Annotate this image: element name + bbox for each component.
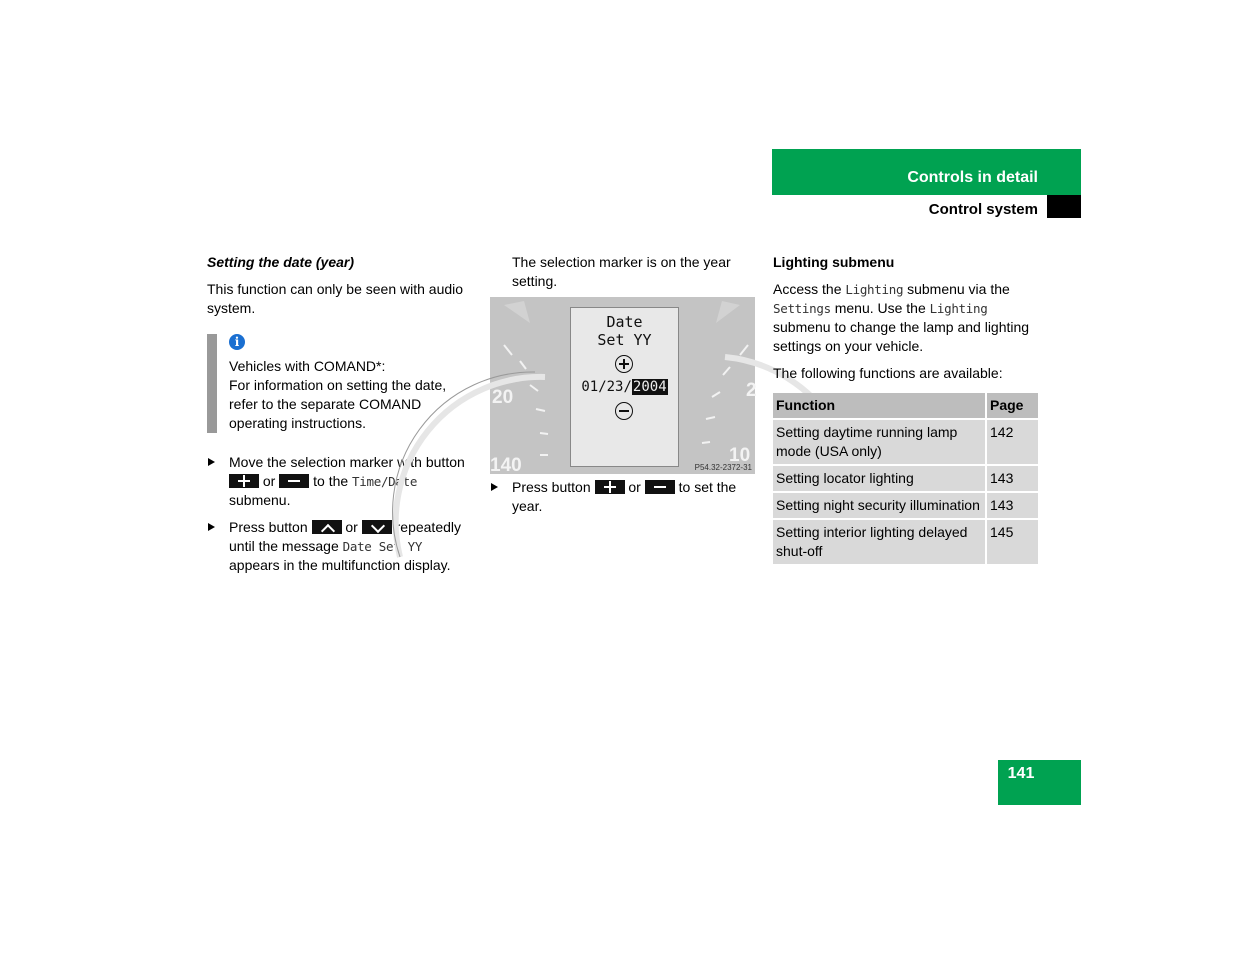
bullet-icon bbox=[208, 523, 215, 531]
column-right bbox=[773, 253, 1038, 564]
instrument-cluster-figure bbox=[490, 297, 755, 474]
minus-button-icon bbox=[645, 480, 675, 494]
col-header-page: Page bbox=[986, 393, 1038, 419]
down-button-icon bbox=[362, 520, 392, 534]
heading-lighting-submenu: Lighting submenu bbox=[773, 254, 895, 270]
table-row: Setting interior lighting delayed shut-off 145 bbox=[773, 519, 1038, 564]
lcd-date-value: 01/23/2004 bbox=[581, 379, 667, 395]
figure-reference: P54.32-2372-31 bbox=[694, 463, 752, 472]
page-number: 141 bbox=[1007, 765, 1035, 782]
lcd-year-highlight: 2004 bbox=[632, 379, 667, 395]
minus-button-icon bbox=[279, 474, 309, 488]
code-date-set-yy: Date Set YY bbox=[342, 539, 423, 554]
lighting-functions-table bbox=[773, 393, 1038, 564]
multifunction-display bbox=[570, 307, 679, 467]
intro-text: This function can only be seen with audio system. bbox=[207, 281, 464, 316]
plus-button-icon bbox=[595, 480, 625, 494]
gauge-label-140: 140 bbox=[490, 455, 522, 476]
info-line-2: For information on setting the date, refer to the separate COMAND operating instructions. bbox=[229, 377, 447, 431]
table-row: Setting night security illumination 143 bbox=[773, 492, 1038, 519]
code-time-date: Time/Date bbox=[352, 474, 418, 489]
subsection-title: Control system bbox=[928, 201, 1038, 218]
up-button-icon bbox=[312, 520, 342, 534]
step-set-year: Press button or to set the year. bbox=[490, 478, 755, 516]
column-middle bbox=[490, 253, 755, 299]
bullet-icon bbox=[491, 483, 498, 491]
lcd-set-yy: Set YY bbox=[597, 331, 652, 349]
plus-circle-icon bbox=[615, 355, 633, 373]
step-press-repeatedly: Press button or repeatedly until the message Date Set YY appears in the multifunction display. bbox=[207, 518, 472, 575]
code-settings: Settings bbox=[773, 301, 831, 316]
table-header-row bbox=[773, 393, 1038, 419]
code-lighting-2: Lighting bbox=[929, 301, 988, 316]
header-marker bbox=[1047, 195, 1081, 218]
lcd-date-label: Date bbox=[606, 313, 643, 331]
bullet-icon bbox=[208, 458, 215, 466]
functions-available-text: The following functions are available: bbox=[773, 365, 1003, 381]
heading-date-year: Setting the date (year) bbox=[207, 254, 355, 270]
gauge-label-2: 2 bbox=[746, 380, 757, 401]
selection-marker-text: The selection marker is on the year setting. bbox=[512, 254, 731, 289]
column-left bbox=[207, 253, 472, 583]
info-note bbox=[207, 334, 472, 433]
section-title: Controls in detail bbox=[907, 169, 1038, 186]
column-middle-step bbox=[490, 478, 755, 524]
lighting-access-text: Access the Lighting submenu via the Settings menu. Use the Lighting submenu to change the lamp and lighting settings on your vehicle. bbox=[773, 281, 1030, 354]
minus-circle-icon bbox=[615, 402, 633, 420]
col-header-function: Function bbox=[773, 393, 986, 419]
plus-button-icon bbox=[229, 474, 259, 488]
info-line-1: Vehicles with COMAND*: bbox=[229, 358, 386, 374]
table-row: Setting locator lighting 143 bbox=[773, 465, 1038, 492]
code-lighting: Lighting bbox=[845, 282, 904, 297]
table-row: Setting daytime running lamp mode (USA only) 142 bbox=[773, 419, 1038, 465]
step-move-marker: Move the selection marker with button or to the Time/Date submenu. bbox=[207, 453, 472, 510]
gauge-label-20: 20 bbox=[492, 387, 514, 408]
info-icon: i bbox=[229, 334, 245, 350]
gauge-label-10: 10 bbox=[729, 445, 751, 466]
info-bar bbox=[207, 334, 217, 433]
